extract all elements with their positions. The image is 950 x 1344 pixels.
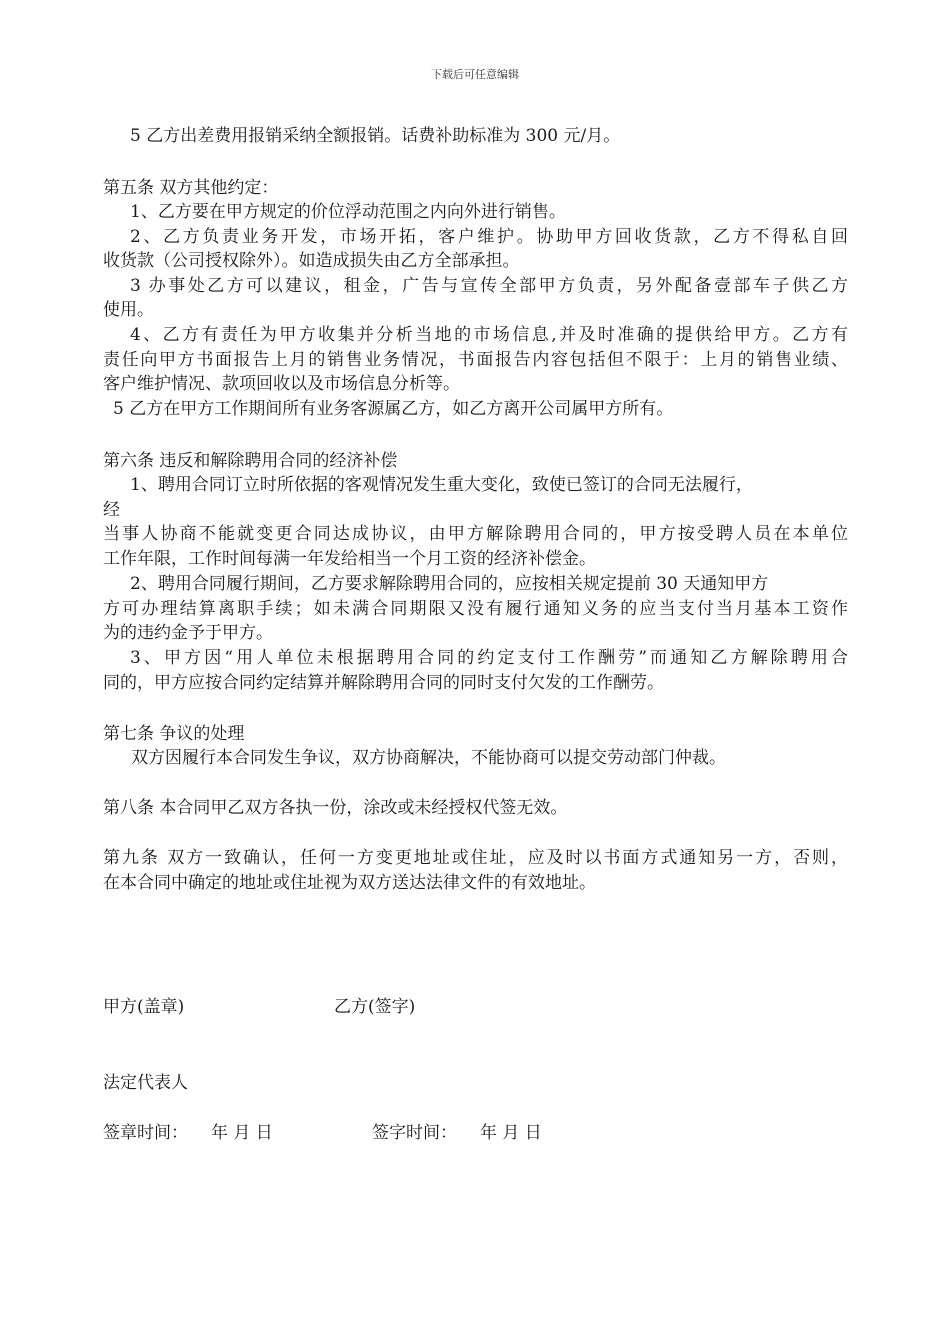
clause-7-body: 双方因履行本合同发生争议，双方协商解决，不能协商可以提交劳动部门仲裁。: [131, 748, 726, 768]
legal-representative-label: 法定代表人: [103, 1073, 188, 1093]
clause-4-item-5: 5 乙方出差费用报销采纳全额报销。话费补助标准为 300 元/月。: [130, 126, 621, 146]
clause-6-item-1-line-2: 经: [103, 500, 120, 520]
sign-date-field: 年 月 日: [480, 1123, 542, 1143]
clause-6-item-3-line-1: 3、甲方因“用人单位未根据聘用合同的约定支付工作酬劳”而通知乙方解除聘用合: [130, 648, 848, 668]
clause-5-item-3-line-2: 使用。: [103, 300, 154, 320]
clause-6-item-1-line-3: 当事人协商不能就变更合同达成协议，由甲方解除聘用合同的，甲方按受聘人员在本单位: [103, 524, 848, 544]
clause-5-item-1: 1、乙方要在甲方规定的价位浮动范围之内向外进行销售。: [130, 202, 566, 222]
clause-6-item-2-line-3: 为的违约金予于甲方。: [103, 623, 273, 643]
seal-time-label: 签章时间：: [103, 1123, 188, 1143]
sign-time-label: 签字时间：: [372, 1123, 457, 1143]
clause-6-heading: 第六条 违反和解除聘用合同的经济补偿: [103, 451, 398, 471]
page-header-watermark: 下载后可任意编辑: [431, 68, 519, 81]
clause-5-item-2-line-2: 收货款（公司授权除外）。如造成损失由乙方全部承担。: [103, 251, 520, 271]
clause-6-item-2-line-2: 方可办理结算离职手续；如未满合同期限又没有履行通知义务的应当支付当月基本工资作: [103, 599, 848, 619]
clause-6-item-2-line-1: 2、聘用合同履行期间，乙方要求解除聘用合同的，应按相关规定提前 30 天通知甲方: [130, 574, 769, 594]
clause-6-item-1-line-4: 工作年限，工作时间每满一年发给相当一个月工资的经济补偿金。: [103, 549, 596, 569]
clause-8: 第八条 本合同甲乙双方各执一份，涂改或未经授权代签无效。: [103, 798, 568, 818]
clause-7-heading: 第七条 争议的处理: [103, 724, 245, 744]
clause-6-item-3-line-2: 同的，甲方应按合同约定结算并解除聘用合同的同时支付欠发的工作酬劳。: [103, 673, 664, 693]
clause-5-item-4-line-2: 责任向甲方书面报告上月的销售业务情况，书面报告内容包括但不限于：上月的销售业绩、: [103, 350, 848, 370]
clause-6-item-1-line-1: 1、聘用合同订立时所依据的客观情况发生重大变化，致使已签订的合同无法履行，: [130, 475, 753, 495]
clause-9-line-2: 在本合同中确定的地址或住址视为双方送达法律文件的有效地址。: [103, 873, 596, 893]
clause-5-item-4-line-1: 4、乙方有责任为甲方收集并分析当地的市场信息,并及时准确的提供给甲方。乙方有: [130, 325, 848, 345]
seal-date-field: 年 月 日: [211, 1123, 273, 1143]
clause-5-item-3-line-1: 3 办事处乙方可以建议，租金，广告与宣传全部甲方负责，另外配备壹部车子供乙方: [130, 276, 848, 296]
clause-5-item-2-line-1: 2、乙方负责业务开发，市场开拓，客户维护。协助甲方回收货款，乙方不得私自回: [130, 227, 848, 247]
clause-5-heading: 第五条 双方其他约定：: [103, 178, 279, 198]
party-a-seal-label: 甲方(盖章): [103, 997, 185, 1017]
clause-5-item-4-line-3: 客户维护情况、款项回收以及市场信息分析等。: [103, 374, 460, 394]
party-b-sign-label: 乙方(签字): [334, 997, 416, 1017]
clause-5-item-5: 5 乙方在甲方工作期间所有业务客源属乙方，如乙方离开公司属甲方所有。: [113, 399, 674, 419]
clause-9-line-1: 第九条 双方一致确认，任何一方变更地址或住址，应及时以书面方式通知另一方，否则，: [103, 848, 848, 868]
